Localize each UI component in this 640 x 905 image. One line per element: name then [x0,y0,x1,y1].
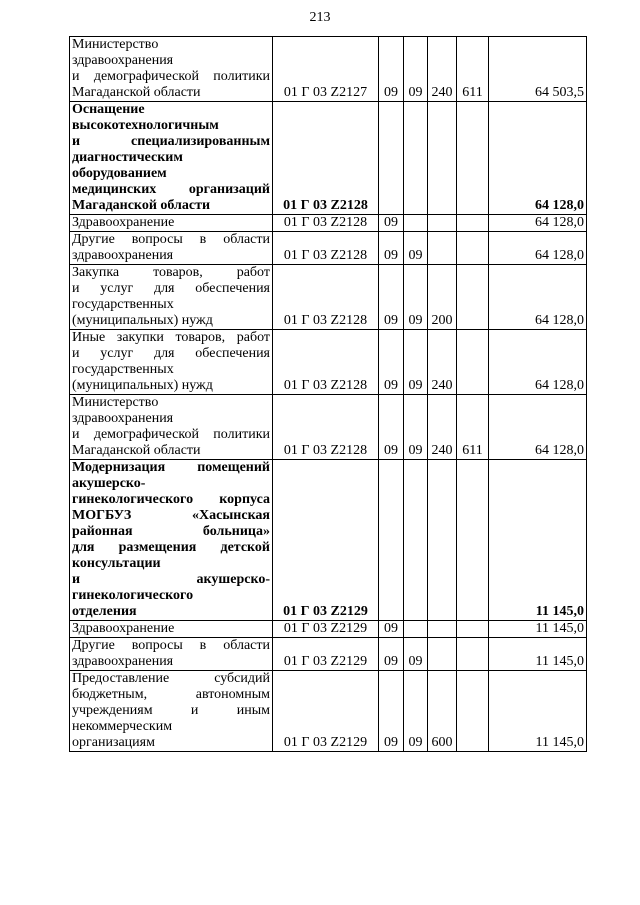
item-name-line: здравоохранения [72,53,174,68]
budget-table-body [70,37,587,752]
section-cell: 09 [379,621,404,638]
amount-cell: 64 128,0 [489,395,587,460]
target-article-cell: 01 Г 03 Z2128 [273,395,379,460]
administrator-cell: 611 [457,395,489,460]
item-name-line: Оснащение [72,102,145,117]
administrator-cell [457,638,489,671]
item-name-line: бюджетным, автономным [72,687,270,702]
item-name-line: гинекологического корпуса [72,492,270,507]
subsection-cell: 09 [404,265,428,330]
item-name-line: Здравоохранение [72,621,175,636]
section-cell: 09 [379,37,404,102]
item-name-line: организациям [72,735,155,750]
budget-table [69,36,587,752]
item-name-cell [70,671,273,752]
administrator-cell [457,102,489,215]
amount-cell: 64 128,0 [489,265,587,330]
item-name-line: гинекологического [72,588,194,603]
amount-cell: 11 145,0 [489,671,587,752]
subsection-cell: 09 [404,671,428,752]
amount-cell: 11 145,0 [489,621,587,638]
item-name-line: Предоставление субсидий [72,671,270,686]
administrator-cell [457,265,489,330]
item-name-line: и демографической политики [72,69,270,84]
administrator-cell [457,215,489,232]
target-article-cell: 01 Г 03 Z2129 [273,460,379,621]
amount-cell: 11 145,0 [489,460,587,621]
section-cell [379,102,404,215]
administrator-cell [457,232,489,265]
expense-type-cell: 600 [428,671,457,752]
item-name-line: МОГБУЗ «Хасынская [72,508,270,523]
table-row [70,395,587,460]
section-cell [379,460,404,621]
expense-type-cell: 240 [428,37,457,102]
table-row [70,671,587,752]
target-article-cell: 01 Г 03 Z2128 [273,232,379,265]
target-article-cell: 01 Г 03 Z2129 [273,638,379,671]
target-article-cell: 01 Г 03 Z2129 [273,621,379,638]
item-name-line: медицинских организаций [72,182,270,197]
expense-type-cell: 240 [428,395,457,460]
subsection-cell [404,102,428,215]
item-name-cell [70,638,273,671]
subsection-cell: 09 [404,638,428,671]
item-name-cell [70,265,273,330]
target-article-cell: 01 Г 03 Z2127 [273,37,379,102]
subsection-cell: 09 [404,330,428,395]
item-name-line: здравоохранения [72,411,174,426]
target-article-cell: 01 Г 03 Z2128 [273,330,379,395]
item-name-line: Закупка товаров, работ [72,265,270,280]
item-name-cell [70,37,273,102]
item-name-line: Другие вопросы в области [72,638,270,653]
table-row [70,621,587,638]
subsection-cell: 09 [404,232,428,265]
section-cell: 09 [379,671,404,752]
target-article-cell: 01 Г 03 Z2128 [273,265,379,330]
item-name-line: учреждениям и иным [72,703,270,718]
item-name-line: государственных [72,297,174,312]
expense-type-cell: 240 [428,330,457,395]
subsection-cell [404,621,428,638]
expense-type-cell [428,638,457,671]
item-name-cell [70,232,273,265]
item-name-line: для размещения детской [72,540,270,555]
expense-type-cell [428,621,457,638]
item-name-line: Модернизация помещений [72,460,270,475]
item-name-line: оборудованием [72,166,167,181]
amount-cell: 11 145,0 [489,638,587,671]
amount-cell: 64 128,0 [489,215,587,232]
item-name-cell [70,621,273,638]
item-name-line: районная больница» [72,524,270,539]
subsection-cell [404,460,428,621]
item-name-line: Иные закупки товаров, работ [72,330,270,345]
item-name-line: Другие вопросы в области [72,232,270,247]
item-name-cell [70,330,273,395]
item-name-line: Министерство [72,395,159,410]
item-name-line: и акушерско- [72,572,270,587]
item-name-cell [70,395,273,460]
subsection-cell [404,215,428,232]
administrator-cell [457,671,489,752]
administrator-cell [457,460,489,621]
expense-type-cell: 200 [428,265,457,330]
subsection-cell: 09 [404,37,428,102]
item-name-line: здравоохранения [72,654,174,669]
table-row [70,330,587,395]
table-row [70,638,587,671]
expense-type-cell [428,232,457,265]
table-row [70,232,587,265]
item-name-line: Магаданской области [72,198,211,213]
section-cell: 09 [379,395,404,460]
expense-type-cell [428,102,457,215]
table-row [70,215,587,232]
item-name-line: и демографической политики [72,427,270,442]
item-name-line: Магаданской области [72,85,201,100]
item-name-line: государственных [72,362,174,377]
item-name-line: и услуг для обеспечения [72,281,270,296]
section-cell: 09 [379,638,404,671]
item-name-line: некоммерческим [72,719,173,734]
item-name-line: здравоохранения [72,248,174,263]
item-name-line: Здравоохранение [72,215,175,230]
table-row [70,460,587,621]
item-name-cell [70,460,273,621]
amount-cell: 64 128,0 [489,330,587,395]
administrator-cell [457,330,489,395]
item-name-line: диагностическим [72,150,183,165]
section-cell: 09 [379,232,404,265]
administrator-cell: 611 [457,37,489,102]
item-name-line: (муниципальных) нужд [72,378,213,393]
item-name-line: отделения [72,604,137,619]
section-cell: 09 [379,330,404,395]
item-name-line: и услуг для обеспечения [72,346,270,361]
item-name-line: Магаданской области [72,443,201,458]
item-name-cell [70,102,273,215]
table-row [70,265,587,330]
table-row [70,37,587,102]
amount-cell: 64 128,0 [489,232,587,265]
item-name-line: консультации [72,556,161,571]
item-name-line: акушерско- [72,476,146,491]
table-row [70,102,587,215]
section-cell: 09 [379,215,404,232]
item-name-line: (муниципальных) нужд [72,313,213,328]
amount-cell: 64 128,0 [489,102,587,215]
expense-type-cell [428,460,457,621]
item-name-line: и специализированным [72,134,270,149]
administrator-cell [457,621,489,638]
section-cell: 09 [379,265,404,330]
page-number: 213 [309,10,331,25]
target-article-cell: 01 Г 03 Z2129 [273,671,379,752]
target-article-cell: 01 Г 03 Z2128 [273,215,379,232]
item-name-line: высокотехнологичным [72,118,219,133]
target-article-cell: 01 Г 03 Z2128 [273,102,379,215]
amount-cell: 64 503,5 [489,37,587,102]
subsection-cell: 09 [404,395,428,460]
item-name-line: Министерство [72,37,159,52]
item-name-cell [70,215,273,232]
expense-type-cell [428,215,457,232]
